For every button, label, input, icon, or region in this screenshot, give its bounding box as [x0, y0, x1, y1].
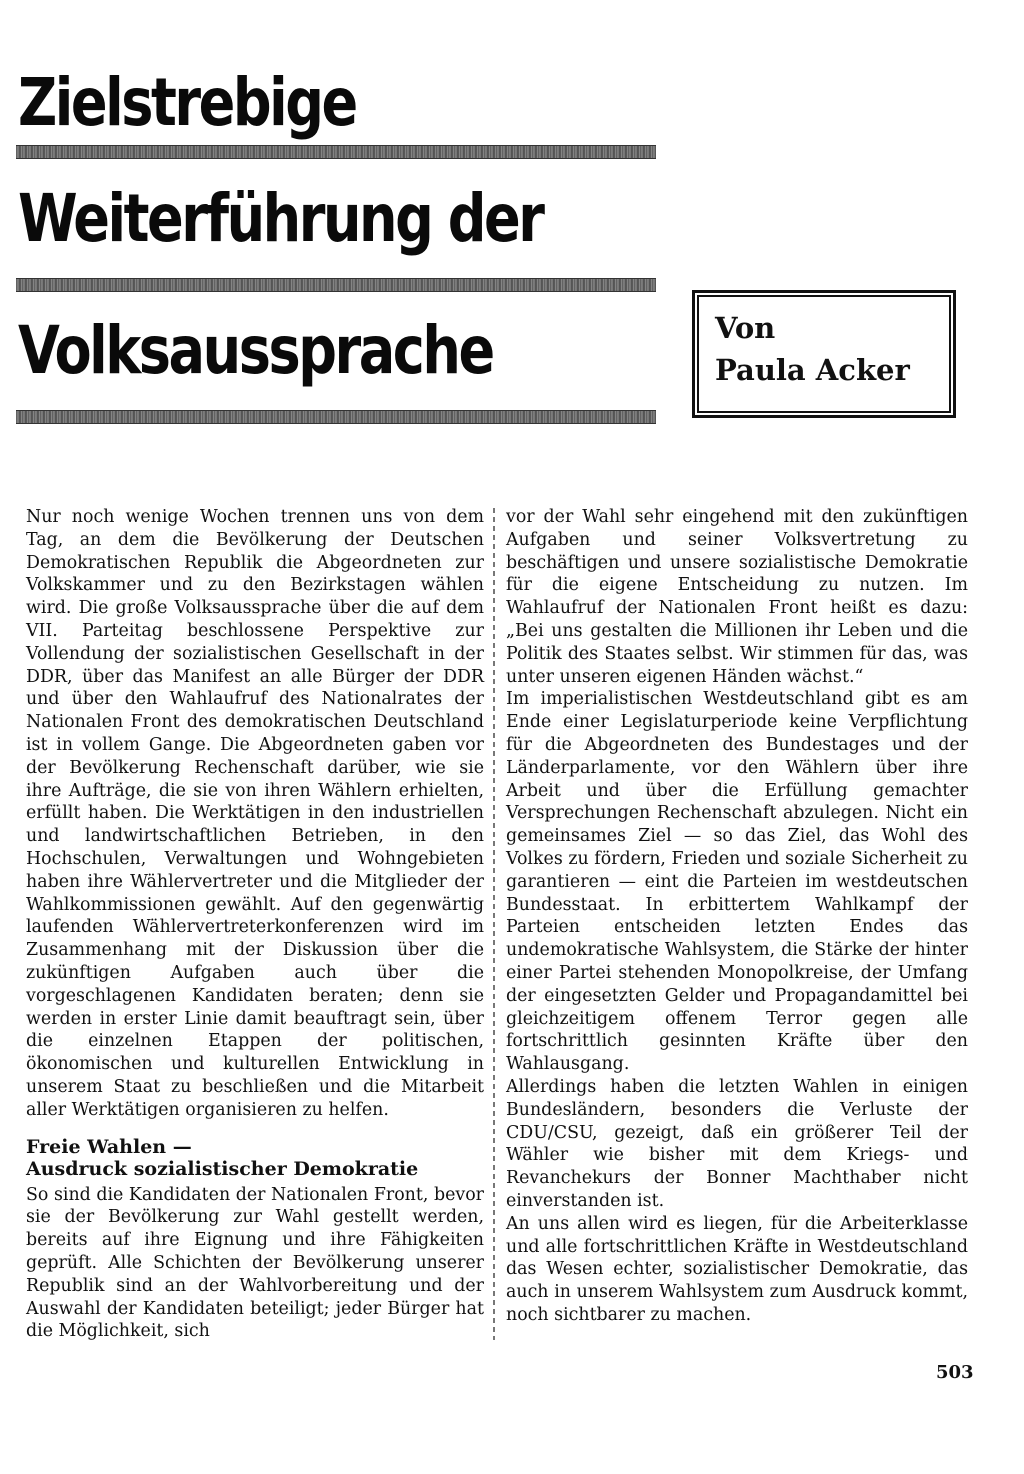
column-divider — [493, 508, 495, 1340]
subheading-line-2: Ausdruck sozialistischer Demokratie — [26, 1157, 419, 1180]
headline-line-3: Volksaussprache — [18, 312, 493, 389]
headline-line-2: Weiterführung der — [18, 180, 543, 257]
headline-line-1: Zielstrebige — [18, 64, 356, 141]
section-subheading — [26, 1136, 484, 1180]
paragraph: Im imperialistischen Westdeutschland gibt es am Ende einer Legislaturperiode keine Verpflichtung für die Abgeordneten des Bundestages und der Länderparlamente, vor den Wählern über ihre Arbeit und über die Erfüllung gemachter Versprechungen Rechenschaft abzulegen. Nicht ein gemeinsames Ziel — so das Ziel, das Wohl des Volkes zu fördern, Frieden und soziale Sicherheit zu garantieren — eint die Parteien im westdeutschen Bundesstaat. In erbittertem Wahlkampf der Parteien entscheiden letzten Endes das undemokratische Wahlsystem, die Stärke der hinter einer Partei stehenden Monopolkreise, der Umfang der eingesetzten Gelder und Propagandamittel bei gleichzeitigem offenem Terror gegen alle fortschrittlich gesinnten Kräfte über den Wahlausgang. — [506, 689, 968, 1075]
article-column-right — [506, 506, 968, 1327]
headline-rule-2 — [16, 278, 656, 292]
paragraph: Allerdings haben die letzten Wahlen in einigen Bundesländern, besonders die Verluste der CDU/CSU, gezeigt, daß ein größerer Teil der Wähler wie bisher mit dem Kriegs- und Revanchekurs der Bonner Machthaber nicht einverstanden ist. — [506, 1076, 968, 1211]
author-name: Paula Acker — [715, 353, 910, 387]
paragraph: So sind die Kandidaten der Nationalen Front, bevor sie der Bevölkerung zur Wahl gestellt werden, bereits auf ihre Eignung und ihre Fähigkeiten geprüft. Alle Schichten der Bevölkerung unserer Republik sind an der Wahlvorbereitung und der Auswahl der Kandidaten beteiligt; jeder Bürger hat die Möglichkeit, sich — [26, 1184, 484, 1342]
author-prefix: Von — [715, 311, 776, 345]
article-column-left — [26, 506, 484, 1343]
paragraph: An uns allen wird es liegen, für die Arbeiterklasse und alle fortschrittlichen Kräfte in Westdeutschland das Wesen echter, sozialistischer Demokratie, das auch in unserem Wahlsystem zum Ausdruck kommt, noch sichtbarer zu machen. — [506, 1213, 968, 1325]
author-box — [692, 290, 956, 418]
paragraph: vor der Wahl sehr eingehend mit den zukünftigen Aufgaben und seiner Volksvertretung zu beschäftigen und unsere sozialistische Demokratie für die eigene Entscheidung zu nutzen. Im Wahlaufruf der Nationalen Front heißt es dazu: „Bei uns gestalten die Millionen ihr Leben und die Politik des Staates selbst. Wir stimmen für das, was unter unseren eigenen Händen wächst.“ — [506, 507, 968, 687]
subheading-line-1: Freie Wahlen — — [26, 1135, 192, 1158]
headline-rule-1 — [16, 145, 656, 159]
paragraph: Nur noch wenige Wochen trennen uns von dem Tag, an dem die Bevölkerung der Deutschen Demokratischen Republik die Abgeordneten zur Volkskammer und zu den Bezirkstagen wählen wird. Die große Volksaussprache über die auf dem VII. Parteitag beschlossene Perspektive zur Vollendung der sozialistischen Gesellschaft in der DDR, über das Manifest an alle Bürger der DDR und über den Wahlaufruf des Nationalrates der Nationalen Front des demokratischen Deutschland ist in vollem Gange. Die Abgeordneten gaben vor der Bevölkerung Rechenschaft darüber, wie sie ihre Aufträge, die sie von ihren Wählern erhielten, erfüllt haben. Die Werktätigen in den industriellen und landwirtschaftlichen Betrieben, in den Hochschulen, Verwaltungen und Wohngebieten haben ihre Wählervertreter und die Mitglieder der Wahlkommissionen gewählt. Auf den gegenwärtig laufenden Wählervertreterkonferenzen wird im Zusammenhang mit der Diskussion über die zukünftigen Aufgaben auch über die vorgeschlagenen Kandidaten beraten; denn sie werden in erster Linie damit beauftragt sein, über die einzelnen Etappen der politischen, ökonomischen und kulturellen Entwicklung in unserem Staat zu beschließen und die Mitarbeit aller Werktätigen organisieren zu helfen. — [26, 507, 484, 1120]
page-number: 503 — [936, 1362, 974, 1383]
headline-rule-3 — [16, 410, 656, 424]
